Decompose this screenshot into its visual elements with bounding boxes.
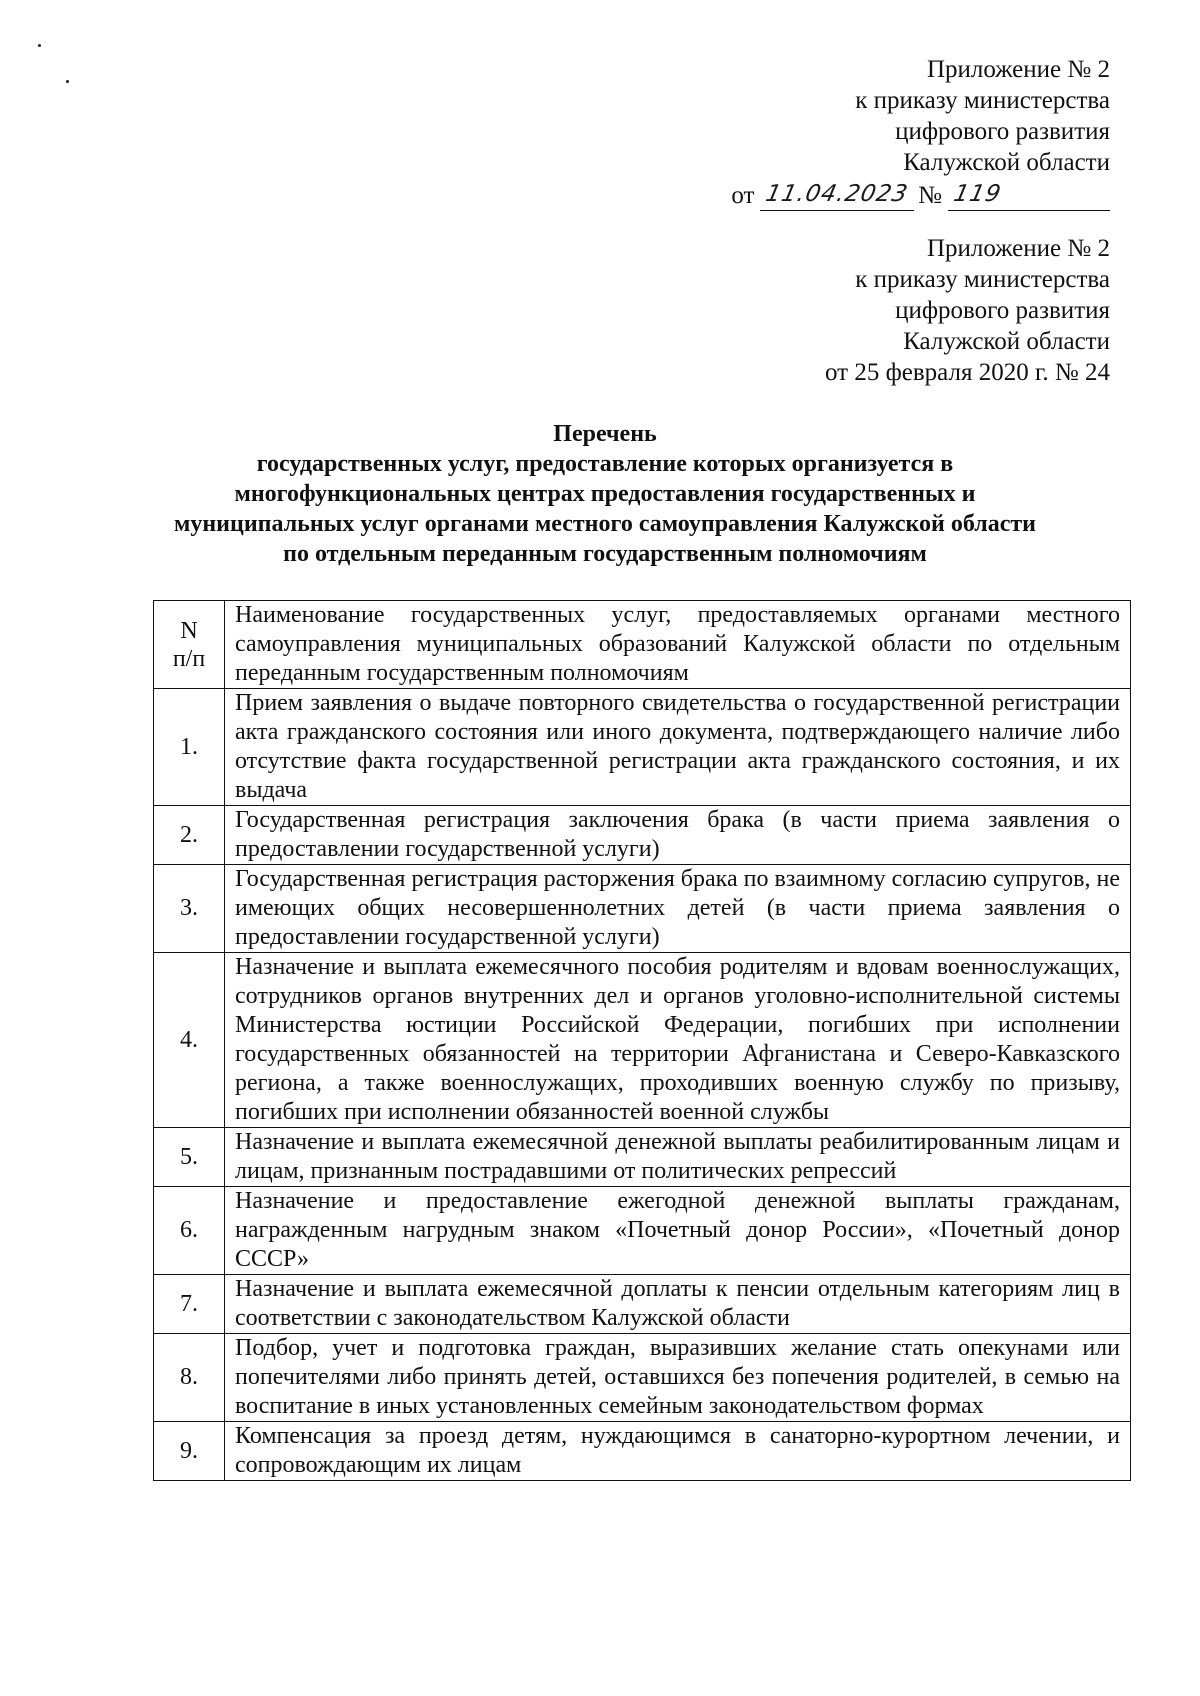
appendix-region: Калужской области: [903, 328, 1110, 355]
appendix-ministry: цифрового развития: [895, 297, 1110, 324]
title-line: государственных услуг, предоставление которых организуется в: [256, 451, 954, 477]
header-number-line: N: [180, 617, 198, 644]
row-number: 3.: [154, 865, 225, 953]
appendix-label: Приложение № 2: [926, 235, 1110, 262]
row-service-name: Государственная регистрация расторжения брака по взаимному согласию супругов, не имеющих общих несовершеннолетних детей (в части приема заявления о предоставлении государственной услуги): [225, 865, 1131, 953]
appendix-current-block: [731, 54, 1110, 211]
appendix-order-ref: к приказу министерства: [855, 266, 1110, 293]
appendix-label: Приложение № 2: [926, 56, 1110, 83]
appendix-ministry: цифрового развития: [895, 118, 1110, 145]
appendix-order-ref: к приказу министерства: [855, 87, 1110, 114]
appendix-date-number: от 25 февраля 2020 г. № 24: [824, 359, 1110, 386]
scan-speck: [66, 80, 69, 83]
row-service-name: Компенсация за проезд детям, нуждающимся в санаторно-курортном лечении, и сопровождающим их лицам: [225, 1422, 1131, 1481]
row-service-name: Подбор, учет и подготовка граждан, выразивших желание стать опекунами или попечителями либо принять детей, оставшихся без попечения родителей, в семью на воспитание в иных установленных семейным законодательством формах: [225, 1334, 1131, 1422]
table-row: [154, 1275, 1131, 1334]
appendix-region: Калужской области: [903, 149, 1110, 176]
title-line: муниципальных услуг органами местного самоуправления Калужской области: [174, 511, 1036, 537]
row-service-name: Государственная регистрация заключения брака (в части приема заявления о предоставлении государственной услуги): [225, 806, 1131, 865]
document-title: [140, 419, 1070, 569]
handwritten-date: 11.04.2023: [763, 181, 912, 207]
table-row: [154, 689, 1131, 806]
row-service-name: Назначение и выплата ежемесячной денежной выплаты реабилитированным лицам и лицам, признанным пострадавшими от политических репрессий: [225, 1128, 1131, 1187]
header-service-name: Наименование государственных услуг, предоставляемых органами местного самоуправления муниципальных образований Калужской области по отдельным переданным государственным полномочиям: [225, 601, 1131, 689]
services-table: [153, 600, 1131, 1481]
order-number-label: №: [918, 182, 942, 209]
order-number-field: [948, 178, 1110, 211]
order-date-field: [760, 178, 914, 211]
handwritten-number: 119: [951, 181, 1004, 207]
row-number: 9.: [154, 1422, 225, 1481]
table-row: [154, 953, 1131, 1128]
row-service-name: Назначение и предоставление ежегодной денежной выплаты гражданам, награжденным нагрудным знаком «Почетный донор России», «Почетный донор СССР»: [225, 1187, 1131, 1275]
title-heading: Перечень: [553, 421, 657, 447]
scan-speck: [38, 44, 41, 47]
order-date-prefix: от: [731, 182, 755, 209]
row-number: 8.: [154, 1334, 225, 1422]
appendix-previous-block: [825, 233, 1110, 388]
title-line: по отдельным переданным государственным полномочиям: [283, 541, 927, 567]
header-number: [154, 601, 225, 689]
row-number: 7.: [154, 1275, 225, 1334]
row-service-name: Прием заявления о выдаче повторного свидетельства о государственной регистрации акта гражданского состояния или иного документа, подтверждающего наличие либо отсутствие факта государственной регистрации акта гражданского состояния, и их выдача: [225, 689, 1131, 806]
row-service-name: Назначение и выплата ежемесячной доплаты к пенсии отдельным категориям лиц в соответствии с законодательством Калужской области: [225, 1275, 1131, 1334]
title-line: многофункциональных центрах предоставления государственных и: [234, 481, 976, 507]
table-row: [154, 806, 1131, 865]
table-row: [154, 1187, 1131, 1275]
table-row: [154, 1422, 1131, 1481]
row-number: 1.: [154, 689, 225, 806]
row-service-name: Назначение и выплата ежемесячного пособия родителям и вдовам военнослужащих, сотрудников органов внутренних дел и органов уголовно-исполнительной системы Министерства юстиции Российской Федерации, погибших при исполнении государственных обязанностей на территории Афганистана и Северо-Кавказского региона, а также военнослужащих, проходивших военную службу по призыву, погибших при исполнении обязанностей военной службы: [225, 953, 1131, 1128]
table-row: [154, 1128, 1131, 1187]
row-number: 4.: [154, 953, 225, 1128]
table-header-row: [154, 601, 1131, 689]
table-row: [154, 865, 1131, 953]
row-number: 2.: [154, 806, 225, 865]
header-number-line: п/п: [172, 645, 206, 672]
row-number: 6.: [154, 1187, 225, 1275]
order-date-line: [731, 178, 1110, 211]
table-row: [154, 1334, 1131, 1422]
row-number: 5.: [154, 1128, 225, 1187]
